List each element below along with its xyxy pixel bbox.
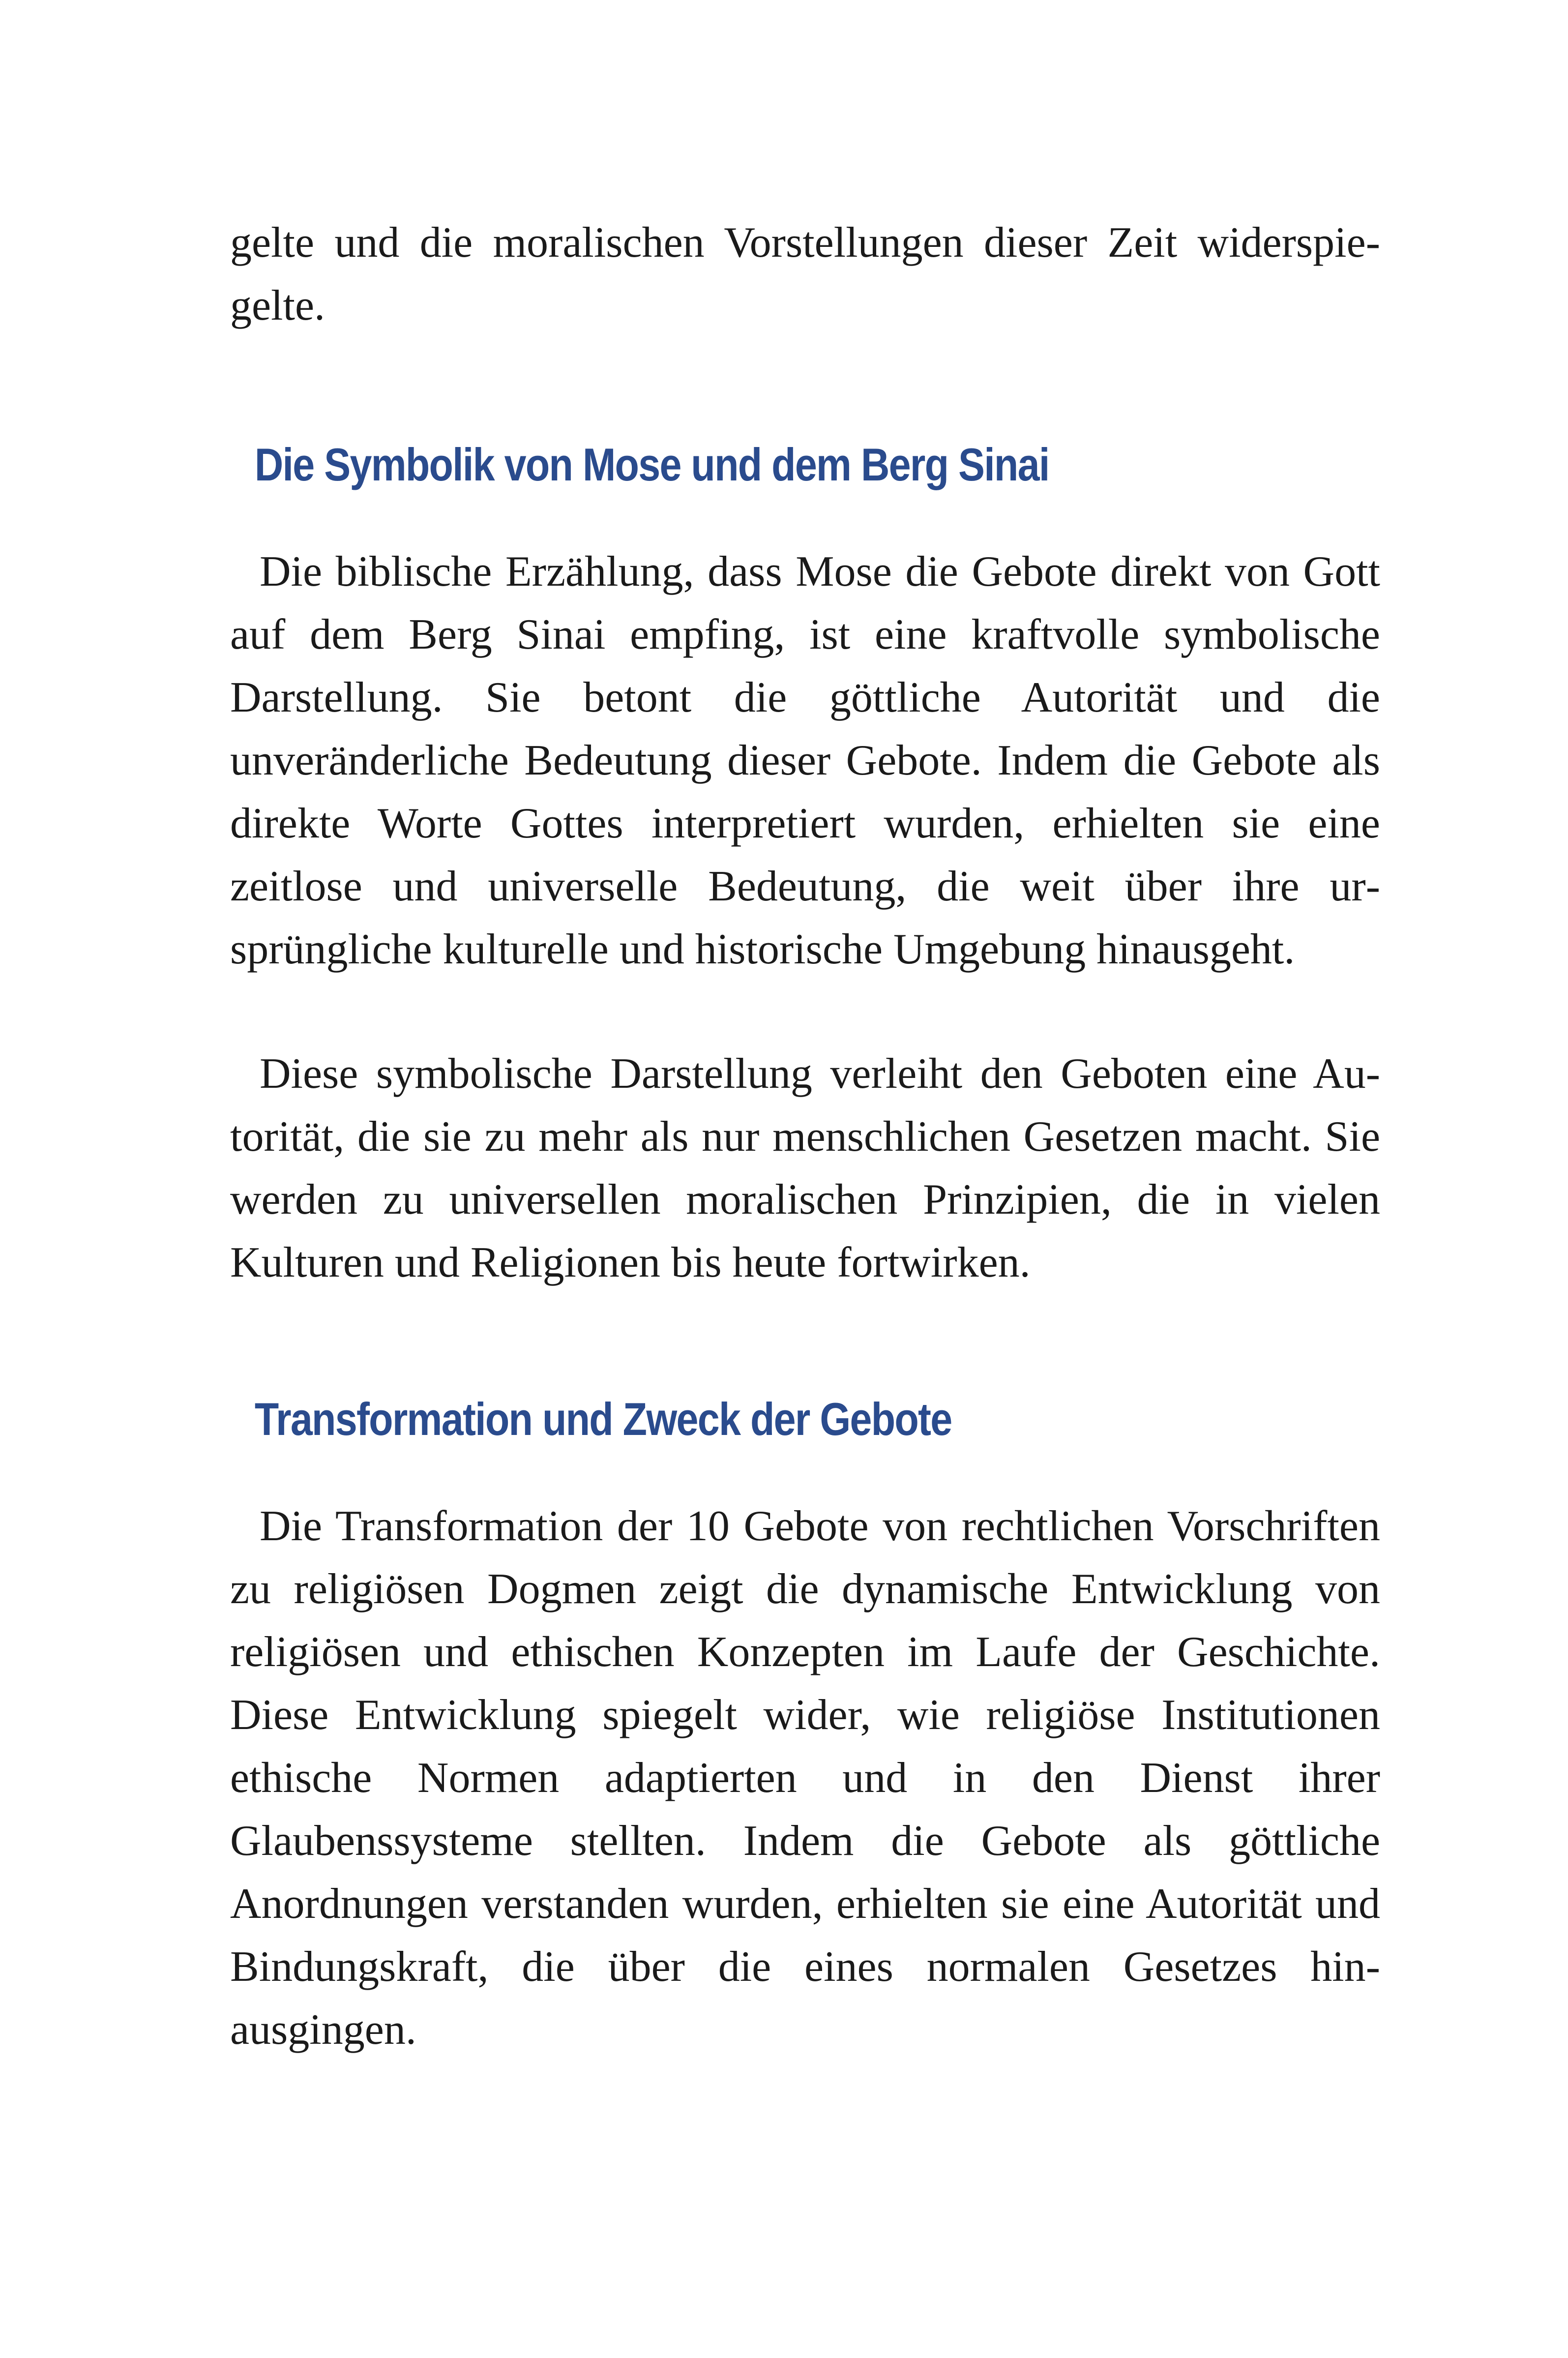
section-heading-mose-sinai: Die Symbolik von Mose und dem Berg Sinai: [254, 439, 1049, 490]
paragraph-transformation: Die Transformation der 10 Gebote von rechtlichen Vorschriften zu religiösen Dogmen zeigt die dynamische Entwicklung von religiösen und ethischen Konzepten im Laufe der Geschichte. Diese Entwicklung spiegelt wider, wie religiöse Institutionen ethische Normen adaptierten und in den Dienst ihrer Glaubenssysteme stellten. Indem die Gebote als göttliche Anordnungen verstanden wurden, erhielten sie eine Autorität und Bindungskraft, die über die eines normalen Gesetzes hinausgingen.: [230, 1502, 1380, 2054]
document-page: [230, 211, 1380, 2061]
paragraph-biblische-erzaehlung: Die biblische Erzählung, dass Mose die Gebote direkt von Gott auf dem Berg Sinai empfing, ist eine kraftvolle symbolische Darstellung. Sie betont die göttliche Autorität und die unveränderliche Bedeutung dieser Gebote. Indem die Gebote als direkte Worte Gottes interpretiert wurden, erhielten sie eine zeitlose und universelle Bedeutung, die weit über ihre ursprüngliche kulturelle und historische Umgebung hinausgeht.: [230, 548, 1380, 973]
paragraph-continuation: gelte und die moralischen Vorstellungen dieser Zeit widerspiegelte.: [230, 219, 1380, 329]
paragraph-symbolische-darstellung: Diese symbolische Darstellung verleiht den Geboten eine Autorität, die sie zu mehr als nur menschlichen Gesetzen macht. Sie werden zu universellen moralischen Prinzipien, die in vielen Kulturen und Religionen bis heute fortwirken.: [230, 1050, 1380, 1286]
section-heading-transformation: Transformation und Zweck der Gebote: [254, 1393, 952, 1445]
